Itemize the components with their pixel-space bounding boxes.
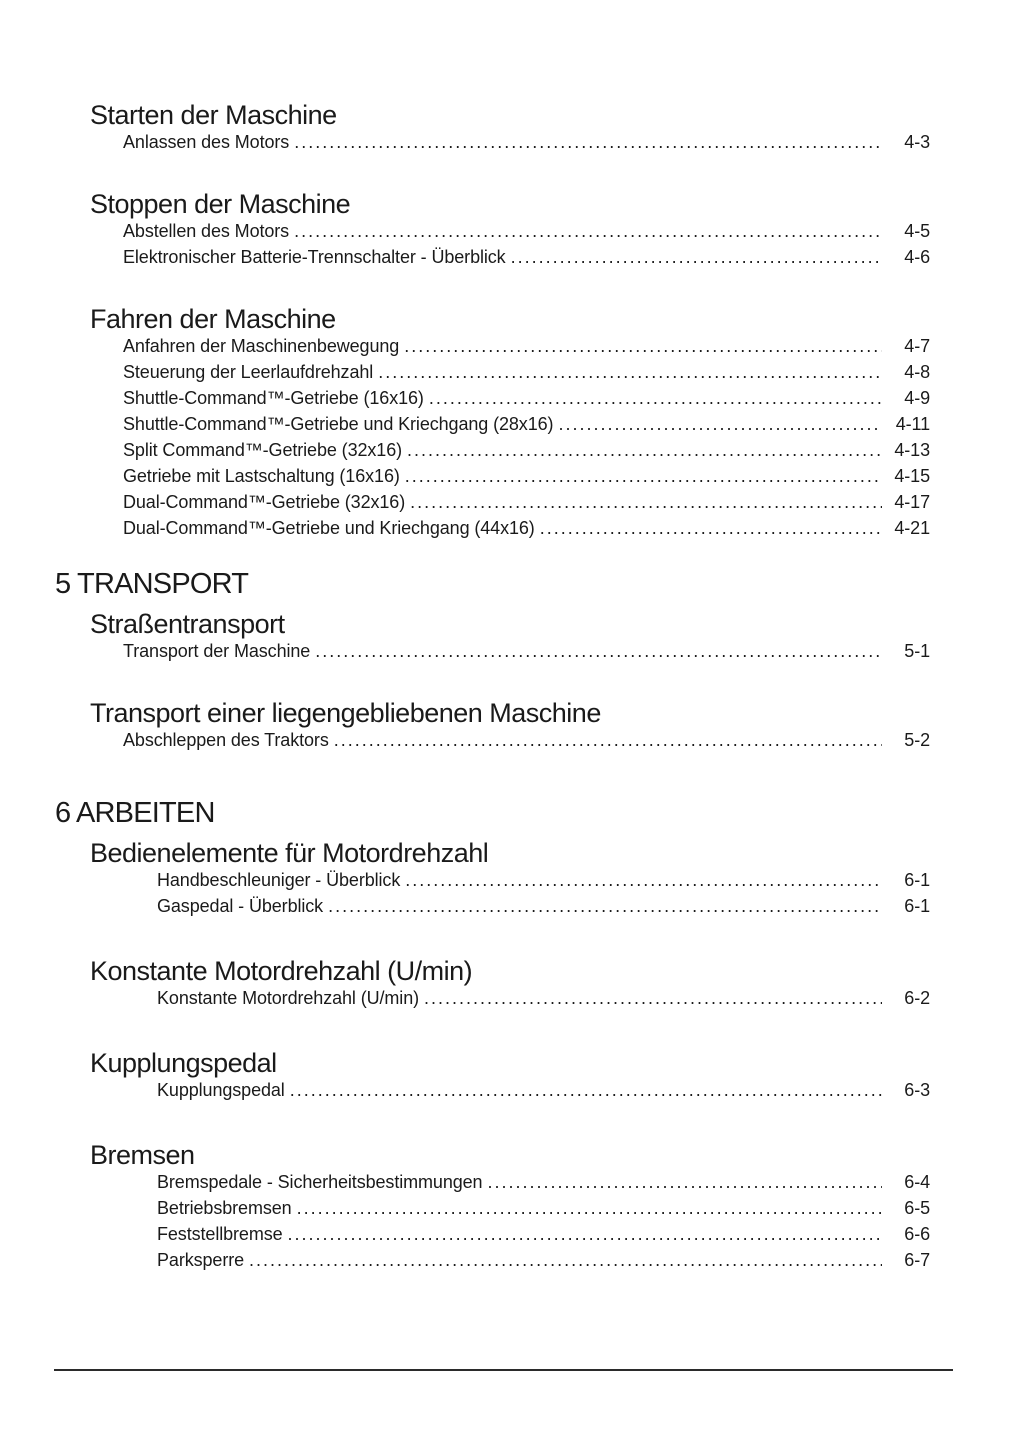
section-heading: Transport einer liegengebliebenen Maschine	[90, 698, 601, 728]
section-entries	[157, 1077, 930, 1103]
toc-entry-page-number: 4-17	[894, 492, 930, 512]
dot-leader	[294, 218, 882, 244]
chapter-heading: 6 ARBEITEN	[55, 797, 215, 829]
section-heading: Kupplungspedal	[90, 1048, 277, 1078]
section-entries	[157, 867, 930, 919]
section-entries	[123, 727, 930, 753]
dot-leader	[378, 359, 882, 385]
section-entries	[123, 638, 930, 664]
toc-entry-label: Anlassen des Motors	[123, 132, 290, 152]
toc-entry-row	[123, 385, 930, 411]
toc-entry-page-number: 6-4	[904, 1172, 930, 1192]
toc-entry-label: Feststellbremse	[157, 1224, 283, 1244]
toc-entry-label: Shuttle-Command™-Getriebe (16x16)	[123, 388, 424, 408]
toc-entry-label: Getriebe mit Lastschaltung (16x16)	[123, 466, 400, 486]
toc-entry-page-number: 4-15	[894, 466, 930, 486]
toc-entry-page-number: 5-2	[904, 730, 930, 750]
toc-entry-page-number: 4-21	[894, 518, 930, 538]
section-heading: Stoppen der Maschine	[90, 189, 351, 219]
dot-leader	[315, 638, 882, 664]
section-heading: Bedienelemente für Motordrehzahl	[90, 838, 489, 868]
toc-entry-label: Shuttle-Command™-Getriebe und Kriechgang (28x16)	[123, 414, 554, 434]
toc-entry-page-number: 6-5	[904, 1198, 930, 1218]
toc-entry-label: Anfahren der Maschinenbewegung	[123, 336, 400, 356]
dot-leader	[334, 727, 882, 753]
toc-section	[0, 1049, 1024, 1103]
toc-entry-label: Transport der Maschine	[123, 641, 311, 661]
toc-section	[0, 699, 1024, 753]
section-entries	[157, 1169, 930, 1273]
toc-entry-page-number: 6-1	[904, 870, 930, 890]
chapter-heading: 5 TRANSPORT	[55, 568, 249, 600]
toc-entry-page-number: 6-2	[904, 988, 930, 1008]
toc-section	[0, 839, 1024, 919]
section-heading: Konstante Motordrehzahl (U/min)	[90, 956, 473, 986]
toc-entry-page-number: 4-13	[894, 440, 930, 460]
toc-entry-page-number: 4-11	[895, 414, 930, 434]
dot-leader	[487, 1169, 882, 1195]
toc-entry-page-number: 6-6	[904, 1224, 930, 1244]
dot-leader	[297, 1195, 882, 1221]
toc-chapter-group	[0, 796, 1024, 1273]
toc-entry-label: Konstante Motordrehzahl (U/min)	[157, 988, 420, 1008]
toc-entry-label: Parksperre	[157, 1250, 245, 1270]
toc-entry-label: Bremspedale - Sicherheitsbestimmungen	[157, 1172, 483, 1192]
toc-chapter-group	[0, 567, 1024, 753]
toc-entry-page-number: 6-3	[904, 1080, 930, 1100]
chapter-sections	[0, 101, 1024, 541]
chapter-sections	[0, 839, 1024, 1273]
toc-entry-row	[157, 1221, 930, 1247]
toc-entry-page-number: 4-3	[904, 132, 930, 152]
toc-entry-row	[123, 244, 930, 270]
section-entries	[123, 129, 930, 155]
toc-entry-label: Gaspedal - Überblick	[157, 896, 324, 916]
dot-leader	[558, 411, 882, 437]
toc-entry-row	[123, 727, 930, 753]
toc-entry-label: Elektronischer Batterie-Trennschalter - Überblick	[123, 247, 506, 267]
toc-entry-label: Handbeschleuniger - Überblick	[157, 870, 401, 890]
toc-entry-row	[157, 1195, 930, 1221]
toc-entry-label: Dual-Command™-Getriebe und Kriechgang (44x16)	[123, 518, 535, 538]
toc-entry-label: Kupplungspedal	[157, 1080, 285, 1100]
dot-leader	[288, 1221, 882, 1247]
toc-entry-row	[123, 333, 930, 359]
section-entries	[123, 333, 930, 541]
toc-entry-row	[123, 218, 930, 244]
toc-entry-row	[123, 463, 930, 489]
toc-entry-row	[123, 437, 930, 463]
toc-section	[0, 1141, 1024, 1273]
toc-section	[0, 190, 1024, 270]
toc-entry-label: Dual-Command™-Getriebe (32x16)	[123, 492, 406, 512]
dot-leader	[328, 893, 882, 919]
dot-leader	[511, 244, 882, 270]
section-entries	[157, 985, 930, 1011]
toc-entry-row	[123, 638, 930, 664]
toc-entry-label: Steuerung der Leerlaufdrehzahl	[123, 362, 374, 382]
toc-chapter-group	[0, 101, 1024, 541]
section-entries	[123, 218, 930, 270]
toc-entry-page-number: 4-7	[904, 336, 930, 356]
chapter-sections	[0, 610, 1024, 753]
toc-section	[0, 610, 1024, 664]
dot-leader	[294, 129, 882, 155]
toc-entry-page-number: 4-6	[904, 247, 930, 267]
dot-leader	[410, 489, 882, 515]
dot-leader	[405, 463, 882, 489]
toc-entry-row	[157, 1077, 930, 1103]
toc-entry-label: Abstellen des Motors	[123, 221, 290, 241]
dot-leader	[405, 867, 882, 893]
toc-entry-row	[157, 1247, 930, 1273]
dot-leader	[540, 515, 882, 541]
dot-leader	[407, 437, 882, 463]
toc-entry-label: Abschleppen des Traktors	[123, 730, 329, 750]
toc-entry-page-number: 4-8	[904, 362, 930, 382]
toc-entry-row	[157, 1169, 930, 1195]
toc-section	[0, 957, 1024, 1011]
dot-leader	[404, 333, 882, 359]
section-heading: Fahren der Maschine	[90, 304, 336, 334]
toc-entry-page-number: 6-1	[904, 896, 930, 916]
dot-leader	[429, 385, 882, 411]
toc-section	[0, 305, 1024, 541]
toc-entry-row	[123, 515, 930, 541]
toc-entry-page-number: 6-7	[904, 1250, 930, 1270]
dot-leader	[249, 1247, 882, 1273]
toc-entry-row	[157, 867, 930, 893]
section-heading: Starten der Maschine	[90, 100, 337, 130]
dot-leader	[424, 985, 882, 1011]
footer-rule	[54, 1369, 953, 1371]
dot-leader	[290, 1077, 882, 1103]
toc-entry-page-number: 4-5	[904, 221, 930, 241]
toc-entry-page-number: 4-9	[904, 388, 930, 408]
section-heading: Straßentransport	[90, 609, 285, 639]
toc-entry-row	[123, 129, 930, 155]
toc-section	[0, 101, 1024, 155]
toc-entry-page-number: 5-1	[904, 641, 930, 661]
toc-entry-row	[123, 411, 930, 437]
toc-entry-label: Split Command™-Getriebe (32x16)	[123, 440, 403, 460]
toc-entry-label: Betriebsbremsen	[157, 1198, 292, 1218]
toc-entry-row	[123, 359, 930, 385]
section-heading: Bremsen	[90, 1140, 195, 1170]
toc-entry-row	[157, 985, 930, 1011]
toc-entry-row	[123, 489, 930, 515]
toc-entry-row	[157, 893, 930, 919]
